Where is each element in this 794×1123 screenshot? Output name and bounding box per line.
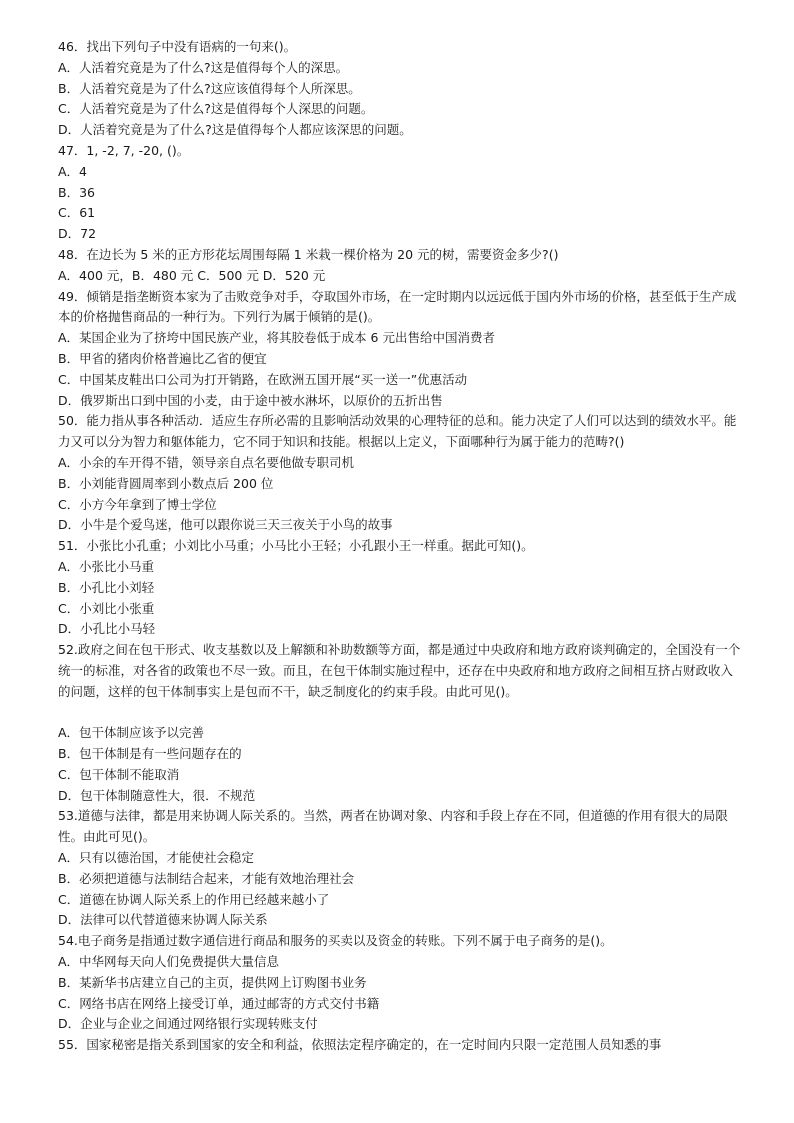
question-49-option-d: D．俄罗斯出口到中国的小麦，由于途中被水淋坏，以原价的五折出售	[58, 392, 443, 408]
question-48-options: A．400 元，B．480 元 C．500 元 D．520 元	[58, 267, 326, 283]
question-50-option-b: B．小刘能背圆周率到小数点后 200 位	[58, 475, 274, 491]
question-47-option-d: D．72	[58, 226, 97, 242]
question-51-option-a: A．小张比小马重	[58, 558, 155, 574]
question-53-option-a: A．只有以德治国，才能使社会稳定	[58, 850, 255, 866]
question-53-option-c: C．道德在协调人际关系上的作用已经越来越小了	[58, 891, 330, 907]
question-50-option-a: A．小余的车开得不错，领导亲自点名要他做专职司机	[58, 454, 355, 470]
question-52-option-a: A．包干体制应该予以完善	[58, 725, 205, 741]
document-page	[58, 37, 742, 1056]
question-49-option-b: B．甲省的猪肉价格普遍比乙省的便宜	[58, 350, 267, 366]
question-47-option-a: A．4	[58, 163, 88, 179]
question-46-option-b: B．人活着究竟是为了什么?这应该值得每个人所深思。	[58, 80, 361, 96]
question-54-option-c: C．网络书店在网络上接受订单，通过邮寄的方式交付书籍	[58, 995, 380, 1011]
question-47-option-b: B．36	[58, 184, 95, 200]
question-48-stem: 48．在边长为 5 米的正方形花坛周围每隔 1 米栽一棵价格为 20 元的树，需要资金多少?()	[58, 246, 559, 262]
question-54-stem: 54.电子商务是指通过数字通信进行商品和服务的买卖以及资金的转账。下列不属于电子商务的是()。	[58, 933, 613, 949]
question-54-option-a: A．中华网每天向人们免费提供大量信息	[58, 954, 280, 970]
question-51-option-b: B．小孔比小刘轻	[58, 579, 155, 595]
question-49-option-c: C．中国某皮鞋出口公司为打开销路，在欧洲五国开展“买一送一”优惠活动	[58, 371, 468, 387]
question-51-stem: 51．小张比小孔重；小刘比小马重；小马比小王轻；小孔跟小王一样重。据此可知()。	[58, 538, 534, 554]
question-51-option-d: D．小孔比小马轻	[58, 621, 156, 637]
question-46-option-c: C．人活着究竟是为了什么?这是值得每个人深思的问题。	[58, 101, 374, 117]
question-47-stem: 47．1, -2, 7, -20, ()。	[58, 142, 190, 158]
question-53-option-b: B．必须把道德与法制结合起来，才能有效地治理社会	[58, 870, 355, 886]
question-51-option-c: C．小刘比小张重	[58, 600, 155, 616]
question-52-option-b: B．包干体制是有一些问题存在的	[58, 746, 242, 762]
question-53-stem: 53.道德与法律，都是用来协调人际关系的。当然，两者在协调对象、内容和手段上存在不同，但道德的作用有很大的局限性。由此可见()。	[58, 808, 728, 845]
question-52-option-d: D．包干体制随意性大，很．不规范	[58, 787, 256, 803]
question-47-option-c: C．61	[58, 205, 96, 221]
question-50-option-c: C．小方今年拿到了博士学位	[58, 496, 217, 512]
question-46-option-a: A．人活着究竟是为了什么?这是值得每个人的深思。	[58, 59, 349, 75]
question-52-option-c: C．包干体制不能取消	[58, 766, 180, 782]
question-46-stem: 46．找出下列句子中没有语病的一句来()。	[58, 39, 297, 54]
question-52-stem: 52.政府之间在包干形式、收支基数以及上解额和补助数额等方面，都是通过中央政府和地方政府谈判确定的，全国没有一个统一的标准，对各省的政策也不尽一致。而且，在包干体制实施过程中，还存在中央政府和地方政府之间相互挤占财政收入的问题，这样的包干体制事实上是包而不干，缺乏制度化的约束手段。由此可见()。	[58, 642, 741, 699]
question-54-option-d: D．企业与企业之间通过网络银行实现转账支付	[58, 1016, 318, 1032]
question-50-stem: 50．能力指从事各种活动．适应生存所必需的且影响活动效果的心理特征的总和。能力决定了人们可以达到的绩效水平。能力又可以分为智力和躯体能力，它不同于知识和技能。根据以上定义，下面哪种行为属于能力的范畴?()	[58, 413, 737, 450]
question-50-option-d: D．小牛是个爱鸟迷，他可以跟你说三天三夜关于小鸟的故事	[58, 517, 393, 533]
question-55-stem: 55．国家秘密是指关系到国家的安全和利益，依照法定程序确定的，在一定时间内只限一定范围人员知悉的事	[58, 1037, 662, 1053]
question-53-option-d: D．法律可以代替道德来协调人际关系	[58, 912, 268, 928]
question-46-option-d: D．人活着究竟是为了什么?这是值得每个人都应该深思的问题。	[58, 122, 412, 138]
question-49-stem: 49．倾销是指垄断资本家为了击败竞争对手，夺取国外市场，在一定时期内以远远低于国内外市场的价格，甚至低于生产成本的价格抛售商品的一种行为。下列行为属于倾销的是()。	[58, 288, 737, 325]
question-49-option-a: A．某国企业为了挤垮中国民族产业，将其胶卷低于成本 6 元出售给中国消费者	[58, 330, 495, 346]
question-54-option-b: B．某新华书店建立自己的主页，提供网上订购图书业务	[58, 974, 367, 990]
blank-line	[58, 703, 742, 724]
